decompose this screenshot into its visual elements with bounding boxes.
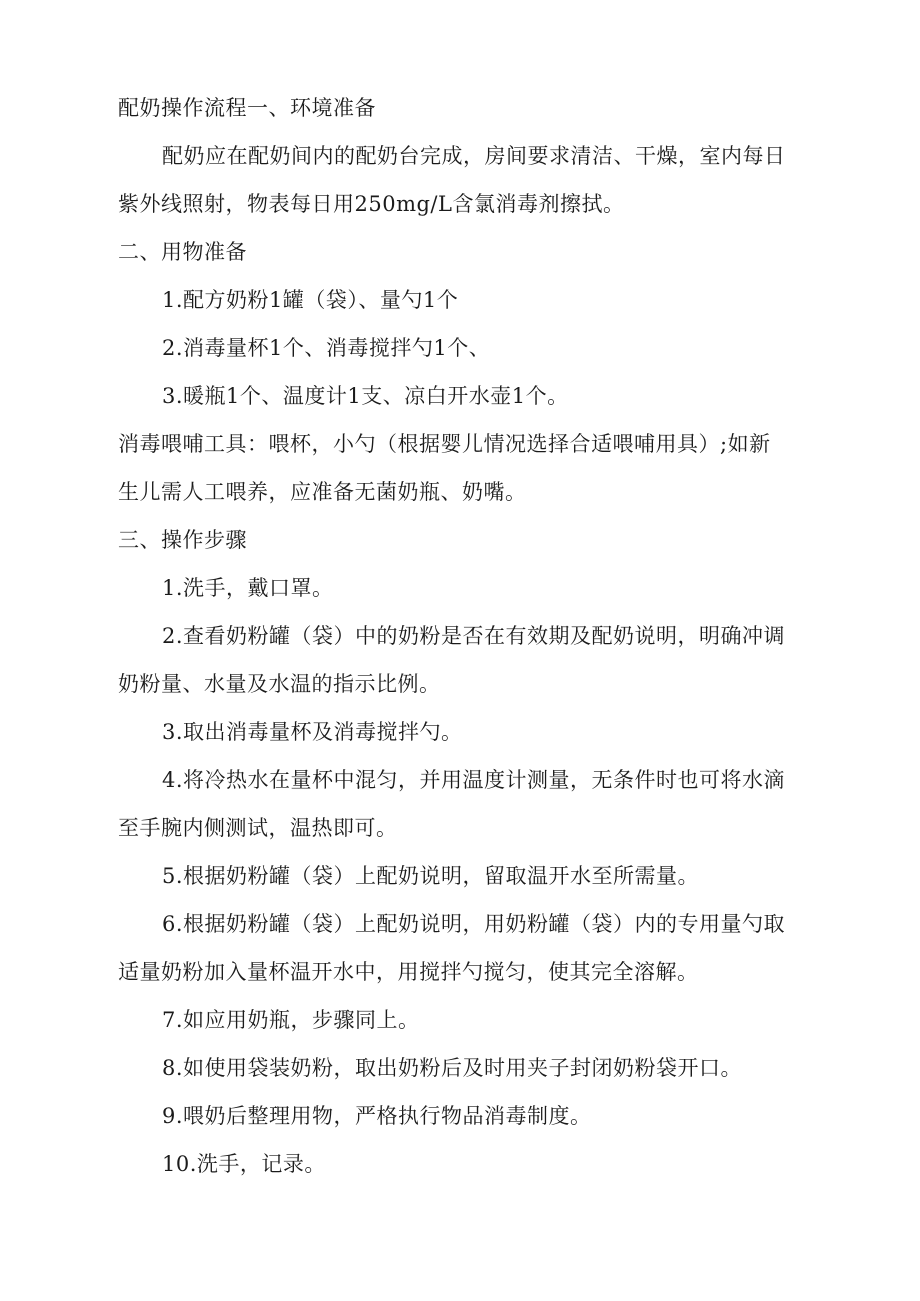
step-8: 8.如使用袋装奶粉，取出奶粉后及时用夹子封闭奶粉袋开口。 (162, 1056, 743, 1080)
step-7: 7.如应用奶瓶，步骤同上。 (162, 1008, 420, 1032)
step-3: 3.取出消毒量杯及消毒搅拌勺。 (162, 720, 463, 744)
step-4-line-2: 至手腕内侧测试，温热即可。 (118, 816, 398, 840)
step-2-line-1: 2.查看奶粉罐（袋）中的奶粉是否在有效期及配奶说明，明确冲调 (162, 624, 786, 648)
document-title: 配奶操作流程一、环境准备 (118, 96, 376, 120)
supply-item: 2.消毒量杯1个、消毒搅拌勺1个、 (162, 336, 491, 360)
step-10: 10.洗手，记录。 (162, 1152, 326, 1176)
step-1: 1.洗手，戴口罩。 (162, 576, 334, 600)
step-4-line-1: 4.将冷热水在量杯中混匀，并用温度计测量，无条件时也可将水滴 (162, 768, 786, 792)
supply-item: 3.暖瓶1个、温度计1支、凉白开水壶1个。 (162, 384, 569, 408)
section-heading-supplies: 二、用物准备 (118, 240, 247, 264)
environment-paragraph-line-2: 紫外线照射，物表每日用250mg/L含氯消毒剂擦拭。 (118, 192, 625, 216)
step-6-line-2: 适量奶粉加入量杯温开水中，用搅拌勺搅匀，使其完全溶解。 (118, 960, 699, 984)
step-6-line-1: 6.根据奶粉罐（袋）上配奶说明，用奶粉罐（袋）内的专用量勺取 (162, 912, 786, 936)
environment-paragraph-line-1: 配奶应在配奶间内的配奶台完成，房间要求清洁、干燥，室内每日 (162, 144, 786, 168)
step-2-line-2: 奶粉量、水量及水温的指示比例。 (118, 672, 441, 696)
document-body (118, 84, 808, 1188)
feeding-tools-line-1: 消毒喂哺工具：喂杯，小勺（根据婴儿情况选择合适喂哺用具）;如新 (118, 432, 771, 456)
section-heading-steps: 三、操作步骤 (118, 528, 247, 552)
step-5: 5.根据奶粉罐（袋）上配奶说明，留取温开水至所需量。 (162, 864, 700, 888)
supply-item: 1.配方奶粉1罐（袋）、量勺1个 (162, 288, 459, 312)
step-9: 9.喂奶后整理用物，严格执行物品消毒制度。 (162, 1104, 592, 1128)
feeding-tools-line-2: 生儿需人工喂养，应准备无菌奶瓶、奶嘴。 (118, 480, 527, 504)
